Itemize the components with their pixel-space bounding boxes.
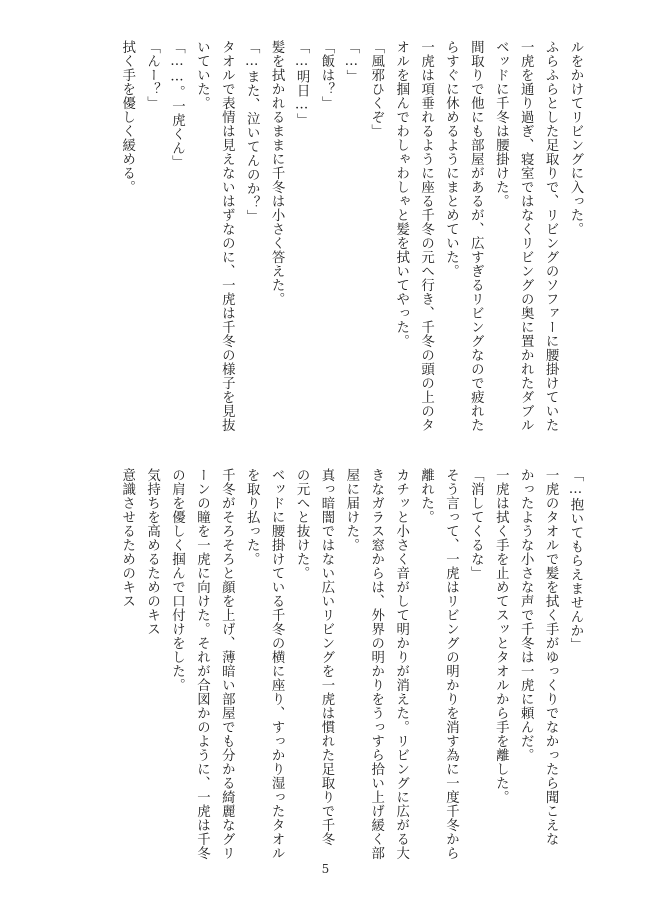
lower-text-block xyxy=(114,468,587,860)
text-line: 「…」 xyxy=(343,40,359,84)
text-line: の元へと抜けた。 xyxy=(294,468,310,580)
text-line: 真っ暗闇ではない広いリビングを一虎は慣れた足取りで千冬 xyxy=(318,468,334,846)
text-line: 「飯は？」 xyxy=(318,40,334,110)
text-line: 「…抱いてもらえませんか」 xyxy=(568,468,583,652)
text-line: かったような小さな声で千冬は一虎に頼んだ。 xyxy=(518,468,534,762)
text-line: カチッと小さく音がして明かりが消えた。リビングに広がる大 xyxy=(393,468,409,860)
text-line: 意識させるためのキス xyxy=(119,468,135,608)
text-line: いていた。 xyxy=(194,40,210,110)
text-line: 髪を拭かれるままに千冬は小さく答えた。 xyxy=(269,40,285,306)
text-line: 一虎は拭く手を止めてスッとタオルから手を離した。 xyxy=(493,468,509,804)
text-line: 千冬がそろそろと顔を上げ、薄暗い部屋でも分かる綺麗なグリ xyxy=(219,468,235,860)
text-line: の肩を優しく掴んで口付けをした。 xyxy=(169,468,185,692)
text-line: きなガラス窓からは、外界の明かりをうっすら拾い上げ緩く部 xyxy=(368,468,384,860)
text-line: 「…また、泣いてんのか？」 xyxy=(244,40,260,224)
text-line: ベッドに腰掛けている千冬の横に座り、すっかり湿ったタオル xyxy=(269,468,285,860)
text-line: ベッドに千冬は腰掛けた。 xyxy=(493,40,509,208)
text-line: 一虎のタオルで髪を拭く手がゆっくりでなかったら聞こえな xyxy=(543,468,559,846)
text-line: ふらふらとした足取りで、リビングのソファーに腰掛けていた xyxy=(543,40,559,432)
text-line: 一虎は項垂れるように座る千冬の元へ行き、千冬の頭の上のタ xyxy=(418,40,434,432)
page-number: 5 xyxy=(321,862,330,876)
text-line: 「消してくるな」 xyxy=(468,468,484,580)
text-line: 気持ちを高めるためのキス xyxy=(144,468,160,636)
text-line: を取り払った。 xyxy=(244,468,260,566)
text-line: 拭く手を優しく緩める。 xyxy=(119,40,135,194)
text-line: 「……。一虎くん」 xyxy=(169,40,185,170)
text-line: タオルで表情は見えないはずなのに、一虎は千冬の様子を見抜 xyxy=(219,40,235,432)
text-line: オルを掴んでわしゃわしゃと髪を拭いてやった。 xyxy=(393,40,409,348)
text-line: 間取りで他にも部屋があるが、広すぎるリビングなので疲れた xyxy=(468,40,484,432)
text-line: らすぐに休めるようにまとめていた。 xyxy=(443,40,459,278)
text-line: そう言って、一虎はリビングの明かりを消す為に一度千冬から xyxy=(443,468,459,860)
upper-text-block xyxy=(114,40,587,432)
text-line: ルをかけてリビングに入った。 xyxy=(568,40,583,236)
text-line: 離れた。 xyxy=(418,468,434,524)
text-line: 「風邪ひくぞ」 xyxy=(368,40,384,138)
text-line: 「…明日…」 xyxy=(294,40,310,128)
text-line: ーンの瞳を一虎に向けた。それが合図かのように、一虎は千冬 xyxy=(194,468,210,860)
text-line: 一虎を通り過ぎ、寝室ではなくリビングの奥に置かれたダブル xyxy=(518,40,534,432)
text-line: 屋に届けた。 xyxy=(343,468,359,552)
text-line: 「んー？」 xyxy=(144,40,160,110)
